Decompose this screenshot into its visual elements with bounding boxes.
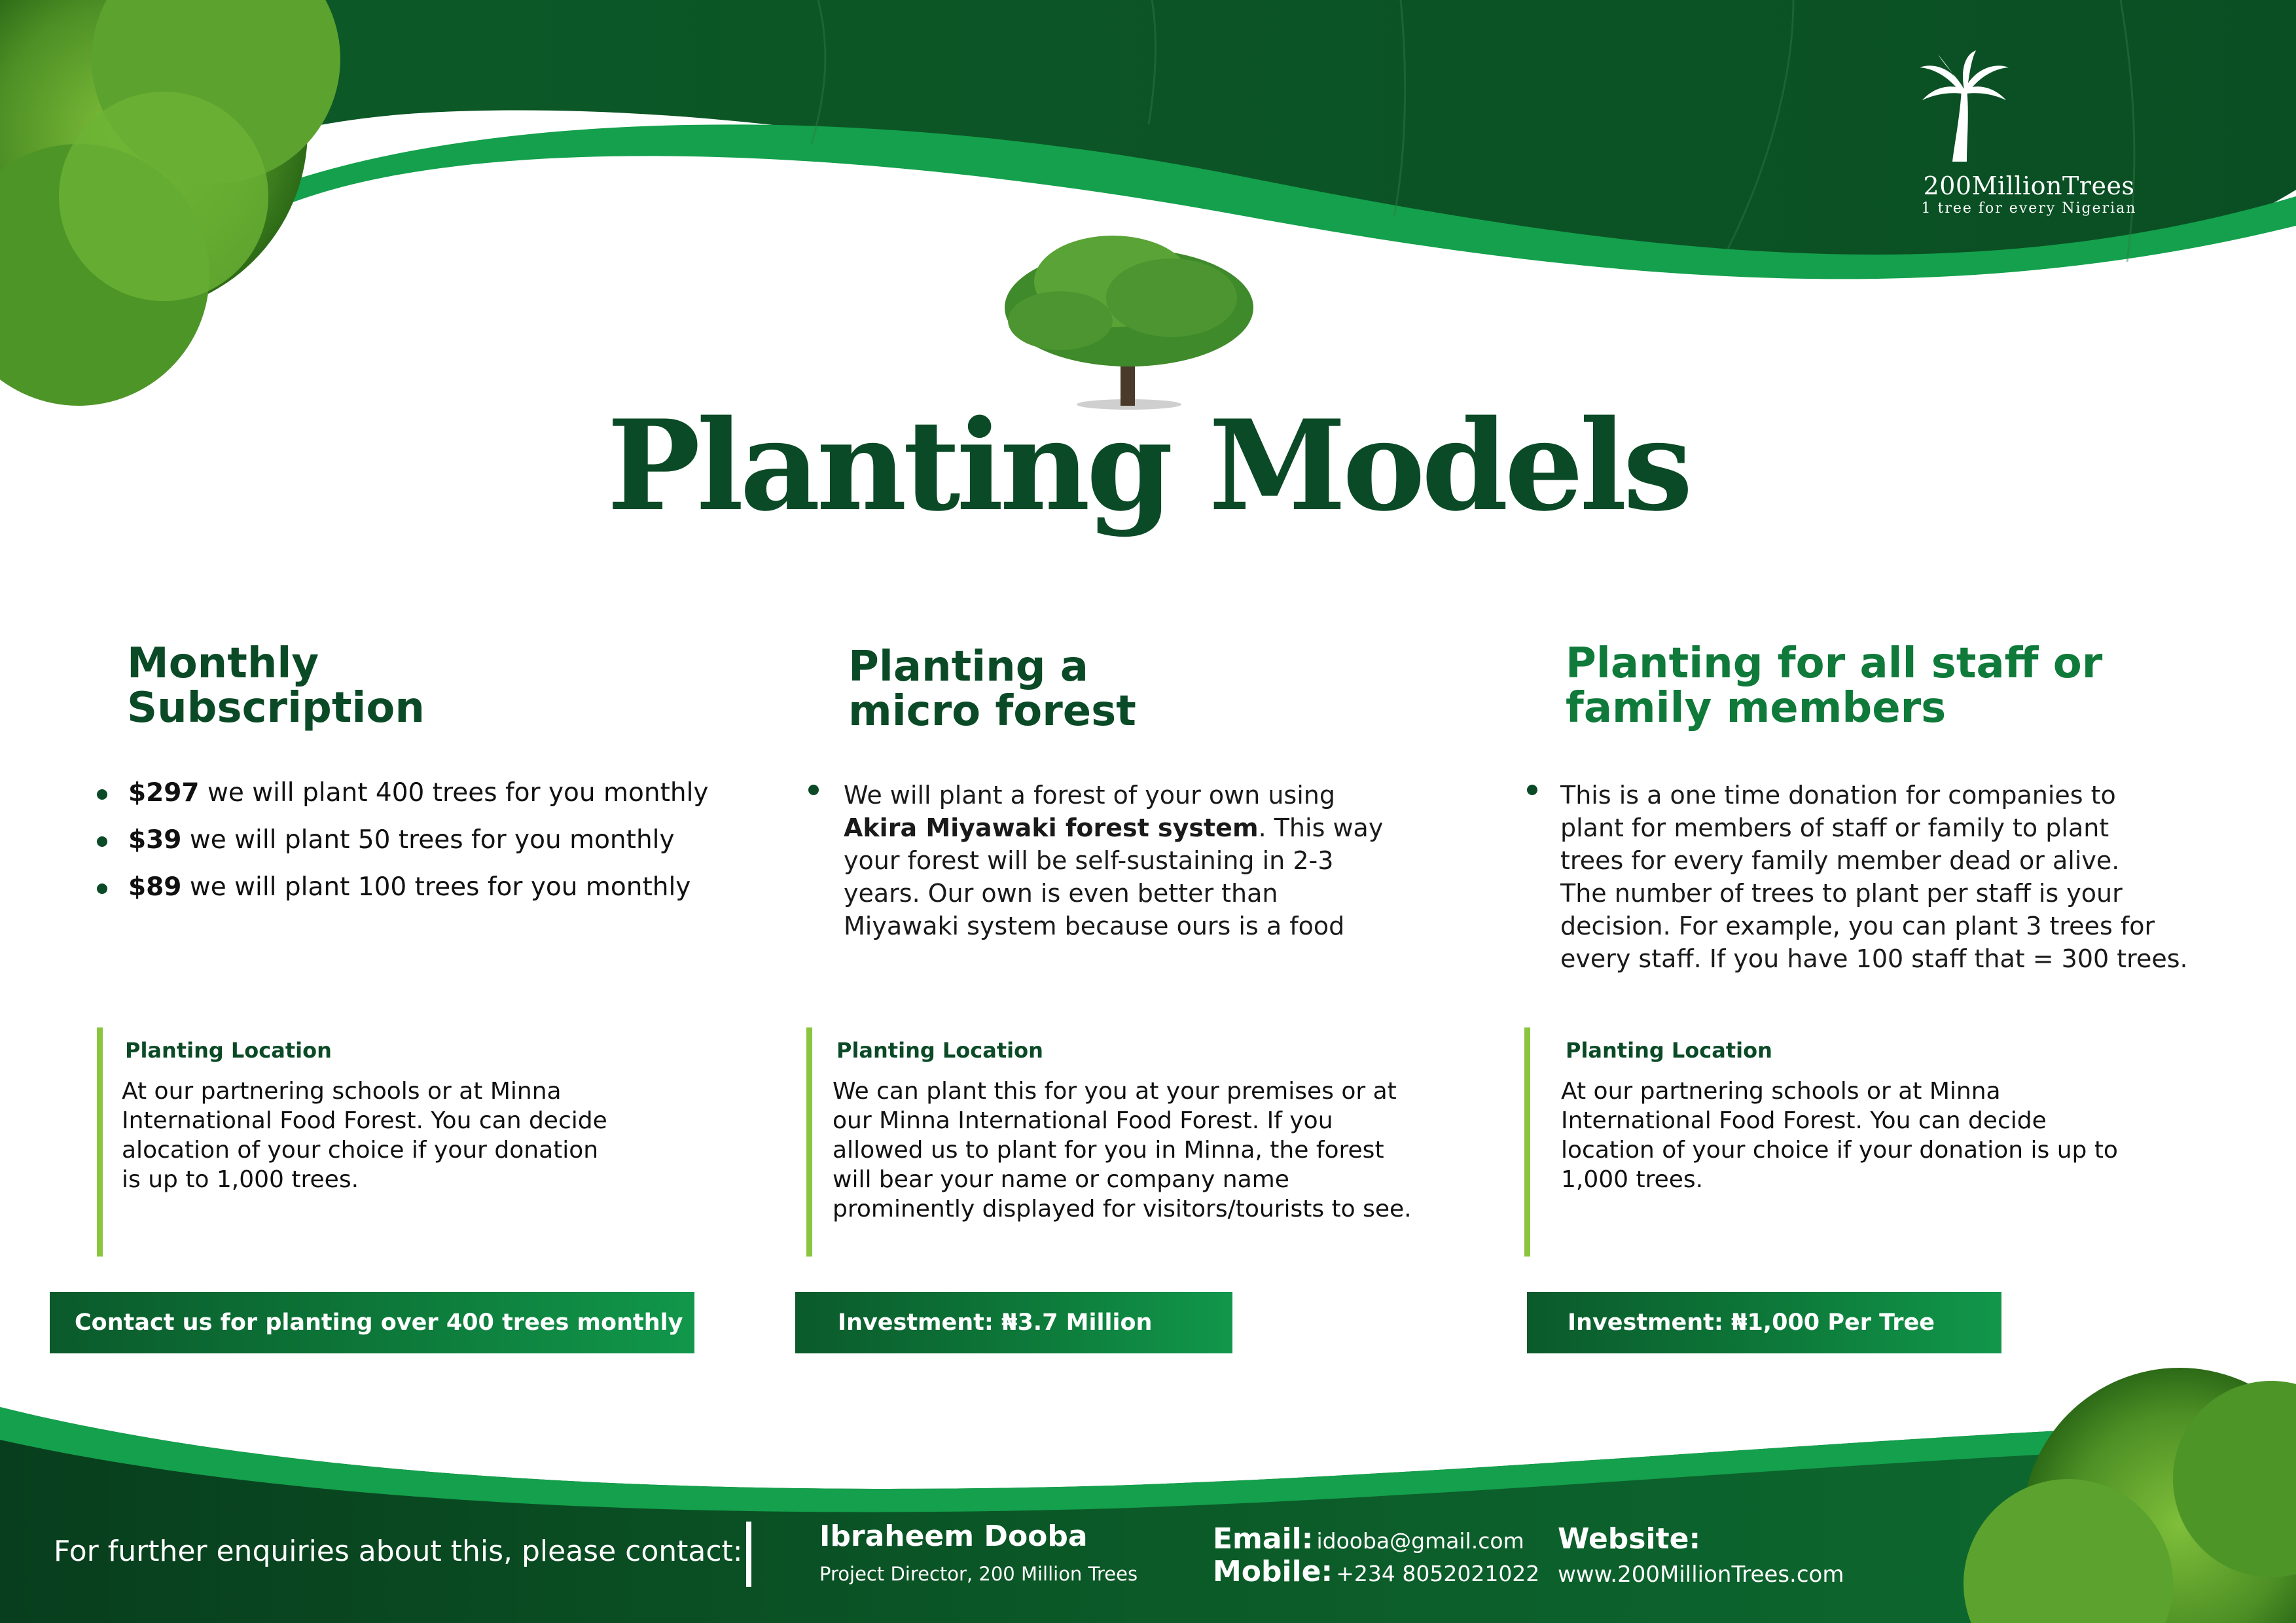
location-line: our Minna International Food Forest. If you [833, 1107, 1333, 1134]
email-link[interactable]: idooba@gmail.com [1316, 1528, 1524, 1554]
contact-name: Ibraheem Dooba [819, 1520, 1088, 1553]
location-line: At our partnering schools or at Minna [122, 1078, 562, 1105]
website-label: Website: [1558, 1522, 1701, 1556]
para-line: The number of trees to plant per staff is your [1560, 879, 2123, 908]
center-tree [1005, 236, 1253, 410]
micro-forest-description [844, 779, 1383, 942]
para-line: every staff. If you have 100 staff that = 300 trees. [1560, 944, 2188, 973]
top-left-bush [0, 0, 340, 406]
bullet-icon [97, 836, 107, 847]
subscription-list [97, 774, 709, 915]
heading-line-1: Planting for all staff or [1566, 639, 2103, 688]
para-after-bold: . This way [1258, 813, 1384, 842]
price: $297 [128, 778, 200, 808]
location-title: Planting Location [836, 1038, 1043, 1063]
location-accent-bar [1524, 1027, 1530, 1257]
location-line: 1,000 trees. [1561, 1166, 1704, 1193]
bullet-icon [97, 883, 107, 894]
location-text [833, 1077, 1412, 1224]
para-line: decision. For example, you can plant 3 trees for [1560, 912, 2155, 940]
para-line: years. Our own is even better than [844, 879, 1278, 908]
para-line: your forest will be self-sustaining in 2-3 [844, 846, 1334, 875]
list-item [97, 868, 709, 915]
heading-line-2: Subscription [127, 684, 425, 732]
logo-name: 200MillionTrees [1923, 171, 2135, 200]
location-title: Planting Location [1566, 1038, 1772, 1063]
mobile-row [1213, 1555, 1539, 1588]
para-line: plant for members of staff or family to plant [1560, 813, 2109, 842]
para-line [844, 812, 1383, 844]
bullet-text: we will plant 100 trees for you monthly [181, 872, 691, 902]
location-line: prominently displayed for visitors/tourists to see. [833, 1196, 1412, 1222]
location-line: At our partnering schools or at Minna [1561, 1078, 2001, 1105]
location-text [122, 1077, 607, 1194]
para-line: trees for every family member dead or alive. [1560, 846, 2120, 875]
logo [1833, 171, 2225, 217]
heading-line-2: micro forest [848, 687, 1136, 736]
location-accent-bar [97, 1027, 103, 1257]
page-title: Planting Models [607, 393, 1689, 539]
staff-family-description [1560, 779, 2188, 975]
location-accent-bar [806, 1027, 812, 1257]
column-heading-staff-family [1566, 641, 2102, 730]
list-item [97, 774, 709, 821]
location-line: is up to 1,000 trees. [122, 1166, 359, 1193]
para-bold: Akira Miyawaki forest system [844, 813, 1259, 842]
mobile-label: Mobile: [1213, 1555, 1333, 1588]
location-line: International Food Forest. You can decide [122, 1107, 607, 1134]
footer-divider [746, 1522, 751, 1587]
heading-line-1: Monthly [127, 639, 319, 688]
bullet-icon [97, 789, 107, 800]
bullet-text: we will plant 50 trees for you monthly [181, 825, 675, 855]
location-line: alocation of your choice if your donation [122, 1137, 599, 1164]
investment-button-per-tree[interactable]: Investment: ₦1,000 Per Tree [1527, 1292, 2001, 1353]
logo-tagline: 1 tree for every Nigerian [1921, 200, 2137, 217]
location-line: will bear your name or company name [833, 1166, 1289, 1193]
contact-role: Project Director, 200 Million Trees [819, 1563, 1138, 1585]
bullet-icon [808, 785, 819, 795]
investment-button-micro-forest[interactable]: Investment: ₦3.7 Million [795, 1292, 1232, 1353]
location-line: International Food Forest. You can decide [1561, 1107, 2047, 1134]
bottom-right-bush [1964, 1368, 2296, 1623]
para-line: This is a one time donation for companies to [1560, 781, 2116, 810]
location-title: Planting Location [125, 1038, 332, 1063]
price: $89 [128, 872, 182, 902]
bullet-icon [1527, 785, 1537, 795]
heading-line-1: Planting a [848, 643, 1088, 691]
location-text [1561, 1077, 2118, 1194]
email-row [1213, 1522, 1524, 1556]
price: $39 [128, 825, 182, 855]
para-line: We will plant a forest of your own using [844, 781, 1335, 810]
para-line: Miyawaki system because ours is a food [844, 912, 1345, 940]
location-line: allowed us to plant for you in Minna, the forest [833, 1137, 1384, 1164]
list-item [97, 821, 709, 868]
website-link[interactable]: www.200MillionTrees.com [1558, 1561, 1844, 1588]
footer-enquiry-text: For further enquiries about this, please contact: [54, 1535, 743, 1568]
column-heading-monthly [127, 641, 425, 730]
location-line: location of your choice if your donation is up to [1561, 1137, 2118, 1164]
location-line: We can plant this for you at your premises or at [833, 1078, 1397, 1105]
bullet-text: we will plant 400 trees for you monthly [199, 778, 709, 808]
column-heading-micro-forest [848, 645, 1136, 734]
contact-cta-button[interactable]: Contact us for planting over 400 trees monthly [50, 1292, 694, 1353]
palm-tree-logo-icon [1914, 49, 2013, 164]
heading-line-2: family members [1566, 684, 1946, 732]
mobile-number[interactable]: +234 8052021022 [1336, 1561, 1540, 1586]
email-label: Email: [1213, 1522, 1314, 1556]
